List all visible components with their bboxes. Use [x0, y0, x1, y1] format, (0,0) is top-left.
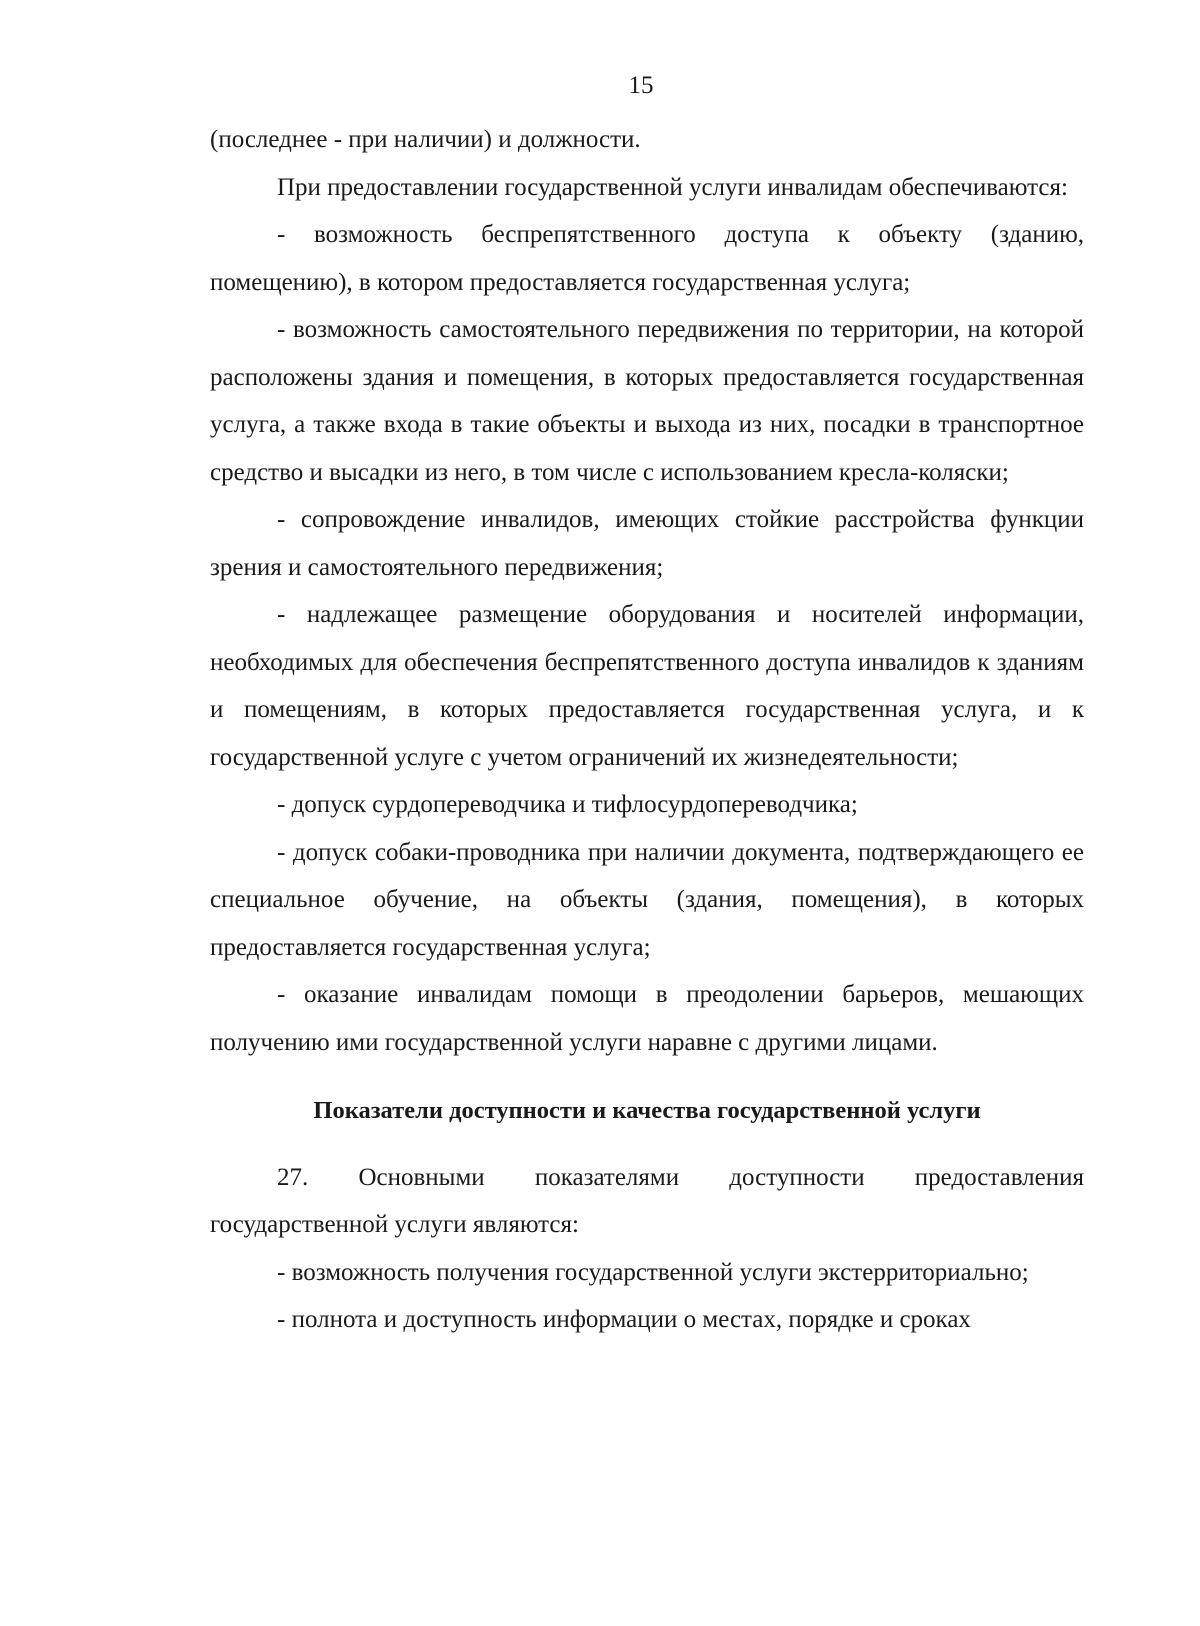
paragraph: - оказание инвалидам помощи в преодолении барьеров, мешающих получению ими государственной услуги наравне с другими лицами. — [210, 981, 1084, 1056]
paragraph: - сопровождение инвалидов, имеющих стойкие расстройства функции зрения и самостоятельного передвижения; — [210, 506, 1084, 581]
paragraph: - возможность самостоятельного передвижения по территории, на которой расположены здания и помещения, в которых предоставляется государственная услуга, а также входа в такие объекты и выхода из них, посадки в транспортное средство и высадки из него, в том числе с использованием кресла-коляски; — [210, 316, 1084, 486]
paragraph: 27. Основными показателями доступности предоставления государственной услуги являются: — [210, 1163, 1084, 1238]
page-number: 15 — [628, 72, 654, 99]
paragraph: - надлежащее размещение оборудования и носителей информации, необходимых для обеспечения беспрепятственного доступа инвалидов к зданиям и помещениям, в которых предоставляется государственная услуга, и к государственной услуге с учетом ограничений их жизнедеятельности; — [210, 601, 1084, 771]
section-heading: Показатели доступности и качества государственной услуги — [313, 1097, 981, 1124]
paragraph: (последнее - при наличии) и должности. — [210, 126, 641, 153]
paragraph: - допуск собаки-проводника при наличии документа, подтверждающего ее специальное обучение, на объекты (здания, помещения), в которых предоставляется государственная услуга; — [210, 838, 1084, 961]
paragraph: - возможность получения государственной услуги экстерриториально; — [277, 1258, 1029, 1286]
paragraph: - возможность беспрепятственного доступа к объекту (зданию, помещению), в котором предоставляется государственная услуга; — [210, 221, 1084, 296]
paragraph: - полнота и доступность информации о местах, порядке и сроках — [277, 1306, 971, 1333]
paragraph: При предоставлении государственной услуги инвалидам обеспечиваются: — [277, 173, 1068, 201]
document-body — [210, 116, 1084, 1344]
paragraph: - допуск сурдопереводчика и тифлосурдопереводчика; — [277, 791, 858, 818]
